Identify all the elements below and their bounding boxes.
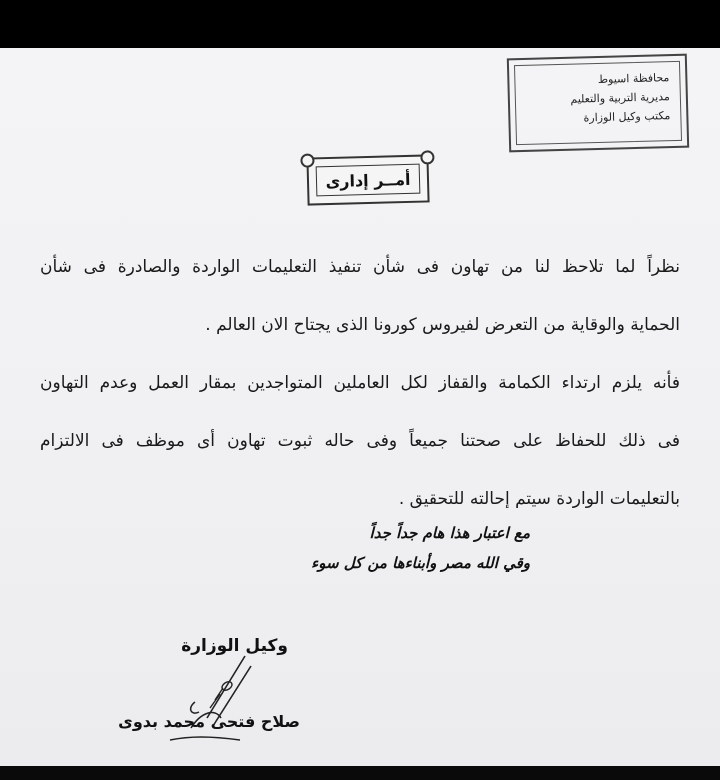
header-stamp xyxy=(507,54,689,153)
closing-remarks xyxy=(230,518,530,578)
body-line-5: بالتعليمات الواردة سيتم إحالته للتحقيق . xyxy=(398,489,680,509)
signatory-name: صلاح فتحى محمد بدوى xyxy=(118,712,300,731)
body-line-3: فأنه يلزم ارتداء الكمامة والقفاز لكل العاملين المتواجدين بمقار العمل وعدم التهاون xyxy=(40,373,680,393)
bottom-frame-strip xyxy=(0,766,720,780)
scroll-ornament-right xyxy=(420,150,434,164)
stamp-governorate: محافظة اسيوط xyxy=(597,71,670,86)
closing-line-1: مع اعتبار هذا هام جداً جداً xyxy=(369,524,530,542)
body-line-2: الحماية والوقاية من التعرض لفيروس كورونا الذى يجتاح الان العالم . xyxy=(205,315,680,335)
closing-line-2: وقي الله مصر وأبناءها من كل سوء xyxy=(311,554,530,572)
body-text xyxy=(40,238,680,528)
header-stamp-inner xyxy=(514,61,682,145)
stamp-office: مكتب وكيل الوزارة xyxy=(583,109,671,125)
title-frame xyxy=(306,154,429,205)
scroll-ornament-left xyxy=(300,153,314,167)
stamp-directorate: مديرية التربية والتعليم xyxy=(570,90,671,106)
body-line-1: نظراً لما تلاحظ لنا من تهاون فى شأن تنفيذ التعليمات الواردة والصادرة فى شأن xyxy=(40,257,680,277)
document-title: أمــر إدارى xyxy=(316,164,421,197)
signatory-title: وكيل الوزارة xyxy=(181,636,288,656)
body-line-4: فى ذلك للحفاظ على صحتنا جميعاً وفى حاله ثبوت تهاون أى موظف فى الالتزام xyxy=(40,431,680,451)
document-page xyxy=(0,48,720,766)
